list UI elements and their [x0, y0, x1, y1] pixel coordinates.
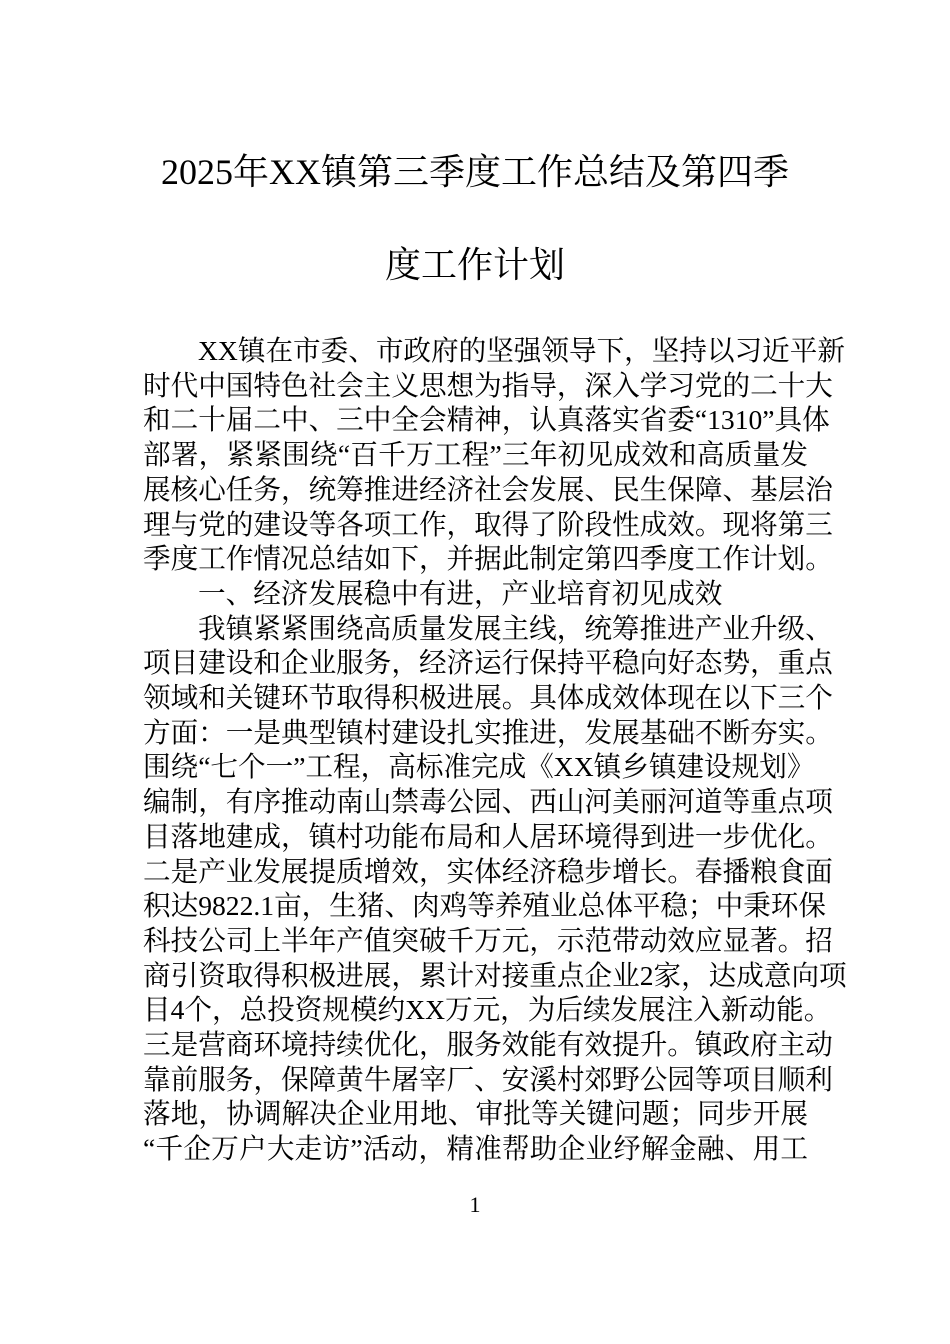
text-line: 积达9822.1亩，生猪、肉鸡等养殖业总体平稳；中秉环保	[143, 890, 826, 922]
text-line: 时代中国特色社会主义思想为指导，深入学习党的二十大	[143, 369, 833, 401]
text-line: 落地，协调解决企业用地、审批等关键问题；同步开展	[143, 1098, 808, 1130]
text-line: 项目建设和企业服务，经济运行保持平稳向好态势，重点	[143, 647, 833, 679]
text-line: 商引资取得积极进展，累计对接重点企业2家，达成意向项	[143, 959, 847, 991]
document-body	[143, 334, 847, 1167]
text-line: 季度工作情况总结如下，并据此制定第四季度工作计划。	[143, 543, 833, 575]
text-line: 部署，紧紧围绕“百千万工程”三年初见成效和高质量发	[143, 439, 808, 471]
text-line: 展核心任务，统筹推进经济社会发展、民生保障、基层治	[143, 473, 833, 505]
text-line: 三是营商环境持续优化，服务效能有效提升。镇政府主动	[143, 1029, 833, 1061]
text-line: 目落地建成，镇村功能布局和人居环境得到进一步优化。	[143, 820, 833, 852]
text-line: 靠前服务，保障黄牛屠宰厂、安溪村郊野公园等项目顺利	[143, 1063, 833, 1095]
section-heading: 一、经济发展稳中有进，产业培育初见成效	[198, 577, 723, 609]
text-line: 我镇紧紧围绕高质量发展主线，统筹推进产业升级、	[198, 612, 833, 644]
page-number: 1	[469, 1192, 481, 1217]
text-line: 理与党的建设等各项工作，取得了阶段性成效。现将第三	[143, 508, 833, 540]
text-line: 编制，有序推动南山禁毒公园、西山河美丽河道等重点项	[143, 786, 833, 818]
text-line: “千企万户大走访”活动，精准帮助企业纾解金融、用工	[143, 1133, 808, 1165]
text-line: 领域和关键环节取得积极进展。具体成效体现在以下三个	[143, 682, 833, 714]
text-line: 二是产业发展提质增效，实体经济稳步增长。春播粮食面	[143, 855, 833, 887]
text-line: XX镇在市委、市政府的坚强领导下，坚持以习近平新	[198, 335, 845, 366]
text-line: 围绕“七个一”工程，高标准完成《XX镇乡镇建设规划》	[143, 751, 815, 783]
text-line: 科技公司上半年产值突破千万元，示范带动效应显著。招	[143, 924, 833, 956]
text-line: 目4个，总投资规模约XX万元，为后续发展注入新动能。	[143, 994, 832, 1026]
document-title-line-2: 度工作计划	[384, 245, 565, 285]
text-line: 和二十届二中、三中全会精神，认真落实省委“1310”具体	[143, 404, 830, 436]
text-line: 方面：一是典型镇村建设扎实推进，发展基础不断夯实。	[143, 716, 833, 748]
document-title-line-1: 2025年XX镇第三季度工作总结及第四季	[161, 152, 789, 192]
